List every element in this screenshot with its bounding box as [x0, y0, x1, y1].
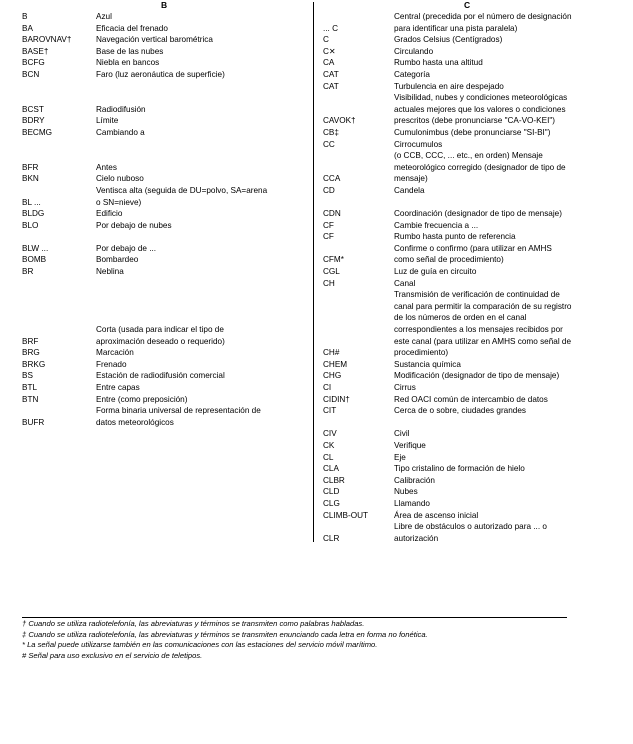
abbreviation-row — [323, 208, 623, 220]
abbreviation-definition: Circulando — [394, 46, 434, 56]
abbreviation-definition: Rumbo hasta una altitud — [394, 58, 483, 68]
abbreviation-definition: de los números de orden en el canal — [394, 313, 527, 323]
abbreviation-code: CF — [323, 220, 334, 230]
abbreviation-row — [323, 521, 623, 533]
abbreviation-row — [323, 57, 623, 69]
abbreviation-row — [22, 150, 312, 162]
abbreviation-row — [22, 336, 312, 348]
abbreviation-row — [323, 440, 623, 452]
abbreviation-row — [22, 34, 312, 46]
abbreviation-row — [22, 347, 312, 359]
abbreviation-row — [323, 115, 623, 127]
abbreviation-row — [323, 150, 623, 162]
abbreviation-code: BKN — [22, 174, 39, 184]
abbreviation-code: BASE† — [22, 46, 49, 56]
abbreviation-row — [22, 208, 312, 220]
abbreviation-code: CB‡ — [323, 127, 339, 137]
abbreviation-code: CLR — [323, 533, 340, 543]
abbreviation-row — [323, 81, 623, 93]
abbreviation-definition: Neblina — [96, 267, 124, 277]
abbreviation-definition: Libre de obstáculos o autorizado para ... o — [394, 522, 547, 532]
abbreviation-definition: Radiodifusión — [96, 104, 146, 114]
column-header-b: B — [161, 0, 168, 10]
abbreviation-row — [22, 92, 312, 104]
abbreviation-row — [323, 92, 623, 104]
abbreviation-definition: Límite — [96, 116, 119, 126]
abbreviation-code: CFM* — [323, 255, 344, 265]
footnote: * La señal puede utilizarse también en las comunicaciones con las estaciones del servicio móvil marítimo. — [22, 640, 378, 650]
abbreviation-row — [22, 104, 312, 116]
abbreviation-definition: Red OACI común de intercambio de datos — [394, 394, 548, 404]
abbreviation-definition: Marcación — [96, 348, 134, 358]
abbreviation-row — [22, 417, 312, 429]
abbreviation-code: BCN — [22, 69, 40, 79]
abbreviation-row — [323, 475, 623, 487]
abbreviation-row — [22, 312, 312, 324]
abbreviation-definition: Cumulonimbus (debe pronunciarse "SI-BI") — [394, 127, 551, 137]
abbreviation-code: CIDIN† — [323, 394, 350, 404]
abbreviation-definition: Área de ascenso inicial — [394, 510, 479, 520]
abbreviation-row — [22, 11, 312, 23]
abbreviation-row — [323, 185, 623, 197]
abbreviation-code: BOMB — [22, 255, 47, 265]
abbreviation-definition: Frenado — [96, 359, 127, 369]
abbreviation-row — [22, 370, 312, 382]
footnote-rule — [22, 617, 567, 618]
column-header-c: C — [464, 0, 471, 10]
footnote: ‡ Cuando se utiliza radiotelefonía, las abreviaturas y términos se transmiten enunciando cada letra en forma no fonética. — [22, 629, 428, 639]
abbreviation-row — [323, 417, 623, 429]
abbreviation-code: C✕ — [323, 46, 336, 56]
abbreviation-definition: Central (precedida por el número de designación — [394, 12, 572, 21]
abbreviation-definition: Confirme o confirmo (para utilizar en AMHS — [394, 243, 552, 253]
abbreviation-definition: autorización — [394, 533, 439, 543]
abbreviation-row — [323, 533, 623, 545]
abbreviation-definition: Cambie frecuencia a ... — [394, 220, 479, 230]
footnotes — [22, 619, 612, 661]
abbreviation-definition: Eficacia del frenado — [96, 23, 168, 33]
abbreviation-row — [22, 266, 312, 278]
abbreviation-code: CD — [323, 185, 335, 195]
abbreviation-row — [323, 486, 623, 498]
abbreviation-code: BECMG — [22, 127, 53, 137]
abbreviation-row — [22, 243, 312, 255]
abbreviation-code: BRKG — [22, 359, 46, 369]
abbreviation-definition: Cielo nuboso — [96, 174, 144, 184]
right-column-entries — [323, 11, 623, 544]
abbreviation-code: CH# — [323, 348, 340, 358]
abbreviation-definition: Transmisión de verificación de continuidad de — [394, 290, 560, 300]
abbreviation-definition: Modificación (designador de tipo de mensaje) — [394, 371, 560, 381]
abbreviation-row — [323, 463, 623, 475]
abbreviation-definition: Categoría — [394, 69, 430, 79]
abbreviation-code: CGL — [323, 267, 340, 277]
abbreviation-definition: Estación de radiodifusión comercial — [96, 371, 225, 381]
abbreviation-code: CAVOK† — [323, 116, 356, 126]
abbreviation-code: BS — [22, 371, 33, 381]
abbreviation-code: CAT — [323, 69, 339, 79]
abbreviation-definition: Luz de guía en circuito — [394, 267, 477, 277]
abbreviation-row — [22, 278, 312, 290]
abbreviation-row — [323, 428, 623, 440]
abbreviation-row — [323, 139, 623, 151]
abbreviation-definition: Faro (luz aeronáutica de superficie) — [96, 69, 225, 79]
abbreviation-row — [22, 69, 312, 81]
abbreviation-code: CA — [323, 58, 335, 68]
abbreviation-row — [22, 23, 312, 35]
abbreviation-code: CK — [323, 440, 335, 450]
abbreviation-code: CIV — [323, 429, 337, 439]
abbreviation-code: BCST — [22, 104, 44, 114]
abbreviation-definition: Canal — [394, 278, 416, 288]
abbreviation-definition: meteorológico corregido (designador de tipo de — [394, 162, 566, 172]
abbreviation-code: BRG — [22, 348, 40, 358]
abbreviation-code: CAT — [323, 81, 339, 91]
abbreviation-definition: Navegación vertical barométrica — [96, 35, 213, 45]
abbreviation-definition: o SN=nieve) — [96, 197, 142, 207]
abbreviation-code: BCFG — [22, 58, 45, 68]
abbreviation-definition: Niebla en bancos — [96, 58, 160, 68]
abbreviation-row — [323, 289, 623, 301]
abbreviation-definition: datos meteorológicos — [96, 417, 174, 427]
abbreviation-row — [22, 382, 312, 394]
abbreviation-row — [323, 243, 623, 255]
abbreviation-row — [323, 220, 623, 232]
abbreviation-definition: Rumbo hasta punto de referencia — [394, 232, 516, 242]
abbreviation-code: CLA — [323, 464, 339, 474]
abbreviation-row — [22, 127, 312, 139]
abbreviation-definition: Entre capas — [96, 383, 140, 392]
abbreviation-code: CL — [323, 452, 334, 462]
abbreviation-code: B — [22, 12, 28, 21]
abbreviation-row — [323, 510, 623, 522]
abbreviation-row — [323, 498, 623, 510]
abbreviation-definition: Verifique — [394, 440, 426, 450]
abbreviation-row — [22, 162, 312, 174]
abbreviation-code: C — [323, 35, 329, 45]
abbreviation-row — [323, 301, 623, 313]
abbreviation-definition: (o CCB, CCC, ... etc., en orden) Mensaje — [394, 151, 543, 161]
abbreviation-code: BL ... — [22, 197, 41, 207]
abbreviation-row — [22, 57, 312, 69]
abbreviation-row — [22, 324, 312, 336]
abbreviation-definition: Tipo cristalino de formación de hielo — [394, 464, 525, 474]
abbreviation-row — [323, 452, 623, 464]
abbreviation-code: BTN — [22, 394, 39, 404]
abbreviation-definition: Eje — [394, 452, 406, 462]
abbreviation-definition: canal para permitir la comparación de su registro — [394, 301, 572, 311]
abbreviation-row — [323, 278, 623, 290]
abbreviation-definition: Entre (como preposición) — [96, 394, 188, 404]
abbreviation-row — [323, 347, 623, 359]
left-column-entries — [22, 11, 312, 428]
abbreviation-row — [22, 231, 312, 243]
abbreviation-row — [323, 312, 623, 324]
abbreviation-code: BLO — [22, 220, 39, 230]
column-divider — [313, 2, 314, 542]
abbreviation-row — [323, 336, 623, 348]
abbreviation-row — [323, 23, 623, 35]
abbreviation-code: CC — [323, 139, 335, 149]
footnote: # Señal para uso exclusivo en el servicio de teletipos. — [22, 650, 203, 660]
abbreviation-definition: Por debajo de ... — [96, 243, 157, 253]
abbreviation-row — [22, 254, 312, 266]
abbreviation-row — [22, 81, 312, 93]
abbreviation-definition: Base de las nubes — [96, 46, 164, 56]
abbreviation-row — [22, 405, 312, 417]
abbreviation-row — [323, 127, 623, 139]
abbreviation-definition: Turbulencia en aire despejado — [394, 81, 504, 91]
abbreviation-row — [22, 197, 312, 209]
abbreviation-definition: Calibración — [394, 475, 435, 485]
abbreviation-row — [323, 46, 623, 58]
abbreviation-row — [22, 359, 312, 371]
abbreviation-code: CIT — [323, 406, 337, 416]
abbreviation-definition: Civil — [394, 429, 410, 439]
abbreviation-definition: Corta (usada para indicar el tipo de — [96, 325, 224, 335]
abbreviation-definition: Azul — [96, 12, 112, 21]
abbreviation-row — [22, 46, 312, 58]
abbreviation-row — [323, 359, 623, 371]
abbreviation-row — [323, 197, 623, 209]
abbreviation-definition: mensaje) — [394, 174, 428, 184]
abbreviation-code: BFR — [22, 162, 39, 172]
abbreviation-row — [22, 139, 312, 151]
abbreviation-definition: actuales mejores que los valores o condiciones — [394, 104, 566, 114]
abbreviation-code: CLG — [323, 498, 340, 508]
abbreviation-definition: prescritos (debe pronunciarse "CA-VO-KEI") — [394, 116, 555, 126]
abbreviation-definition: Llamando — [394, 498, 430, 508]
abbreviation-definition: correspondientes a los mensajes recibidos por — [394, 325, 563, 335]
abbreviation-row — [22, 115, 312, 127]
abbreviation-definition: procedimiento) — [394, 348, 449, 358]
footnote: † Cuando se utiliza radiotelefonía, las abreviaturas y términos se transmiten como palabras habladas. — [22, 619, 365, 628]
abbreviation-code: CH — [323, 278, 335, 288]
abbreviation-definition: Candela — [394, 185, 425, 195]
abbreviation-definition: Cerca de o sobre, ciudades grandes — [394, 406, 526, 416]
abbreviation-definition: para identificar una pista paralela) — [394, 23, 518, 33]
abbreviation-code: CHEM — [323, 359, 348, 369]
abbreviation-code: BLW ... — [22, 243, 49, 253]
abbreviation-code: BLDG — [22, 209, 45, 219]
abbreviation-row — [323, 266, 623, 278]
abbreviation-code: BTL — [22, 383, 38, 392]
abbreviation-definition: Cirrus — [394, 383, 416, 392]
abbreviation-row — [323, 173, 623, 185]
abbreviation-definition: Por debajo de nubes — [96, 220, 172, 230]
abbreviation-definition: Ventisca alta (seguida de DU=polvo, SA=arena — [96, 185, 268, 195]
abbreviation-code: BR — [22, 267, 34, 277]
abbreviation-row — [22, 394, 312, 406]
abbreviation-row — [323, 162, 623, 174]
abbreviation-definition: Cirrocumulos — [394, 139, 443, 149]
abbreviation-row — [323, 254, 623, 266]
abbreviation-row — [323, 231, 623, 243]
abbreviation-definition: Forma binaria universal de representación de — [96, 406, 261, 416]
abbreviation-code: CCA — [323, 174, 341, 184]
abbreviation-row — [323, 382, 623, 394]
abbreviation-code: BDRY — [22, 116, 45, 126]
abbreviation-row — [22, 185, 312, 197]
abbreviation-code: CLBR — [323, 475, 345, 485]
abbreviation-code: CF — [323, 232, 334, 242]
abbreviation-definition: Grados Celsius (Centígrados) — [394, 35, 503, 45]
abbreviation-code: BA — [22, 23, 33, 33]
abbreviation-definition: Nubes — [394, 487, 418, 497]
abbreviation-definition: este canal (para utilizar en AMHS como señal de — [394, 336, 572, 346]
abbreviation-definition: aproximación deseado o requerido) — [96, 336, 225, 346]
abbreviation-row — [22, 289, 312, 301]
abbreviation-definition: Bombardeo — [96, 255, 139, 265]
abbreviation-definition: Coordinación (designador de tipo de mensaje) — [394, 209, 562, 219]
abbreviation-code: ... C — [323, 23, 339, 33]
abbreviation-code: CLD — [323, 487, 340, 497]
abbreviation-row — [323, 394, 623, 406]
abbreviation-row — [323, 11, 623, 23]
abbreviation-row — [22, 220, 312, 232]
abbreviation-definition: Visibilidad, nubes y condiciones meteorológicas — [394, 93, 568, 103]
abbreviation-code: CHG — [323, 371, 342, 381]
abbreviation-definition: Cambiando a — [96, 127, 145, 137]
abbreviation-row — [22, 173, 312, 185]
abbreviation-definition: Edificio — [96, 209, 123, 219]
abbreviation-row — [323, 324, 623, 336]
abbreviation-code: CI — [323, 383, 332, 392]
abbreviation-row — [323, 69, 623, 81]
abbreviation-definition: como señal de procedimiento) — [394, 255, 504, 265]
abbreviation-code: CLIMB-OUT — [323, 510, 369, 520]
abbreviation-definition: Antes — [96, 162, 117, 172]
abbreviation-row — [323, 405, 623, 417]
abbreviation-row — [323, 34, 623, 46]
abbreviation-code: BUFR — [22, 417, 45, 427]
abbreviation-code: CDN — [323, 209, 341, 219]
abbreviation-row — [323, 370, 623, 382]
abbreviation-definition: Sustancia química — [394, 359, 461, 369]
abbreviation-code: BRF — [22, 336, 39, 346]
abbreviation-code: BAROVNAV† — [22, 35, 72, 45]
abbreviation-row — [22, 301, 312, 313]
abbreviation-row — [323, 104, 623, 116]
